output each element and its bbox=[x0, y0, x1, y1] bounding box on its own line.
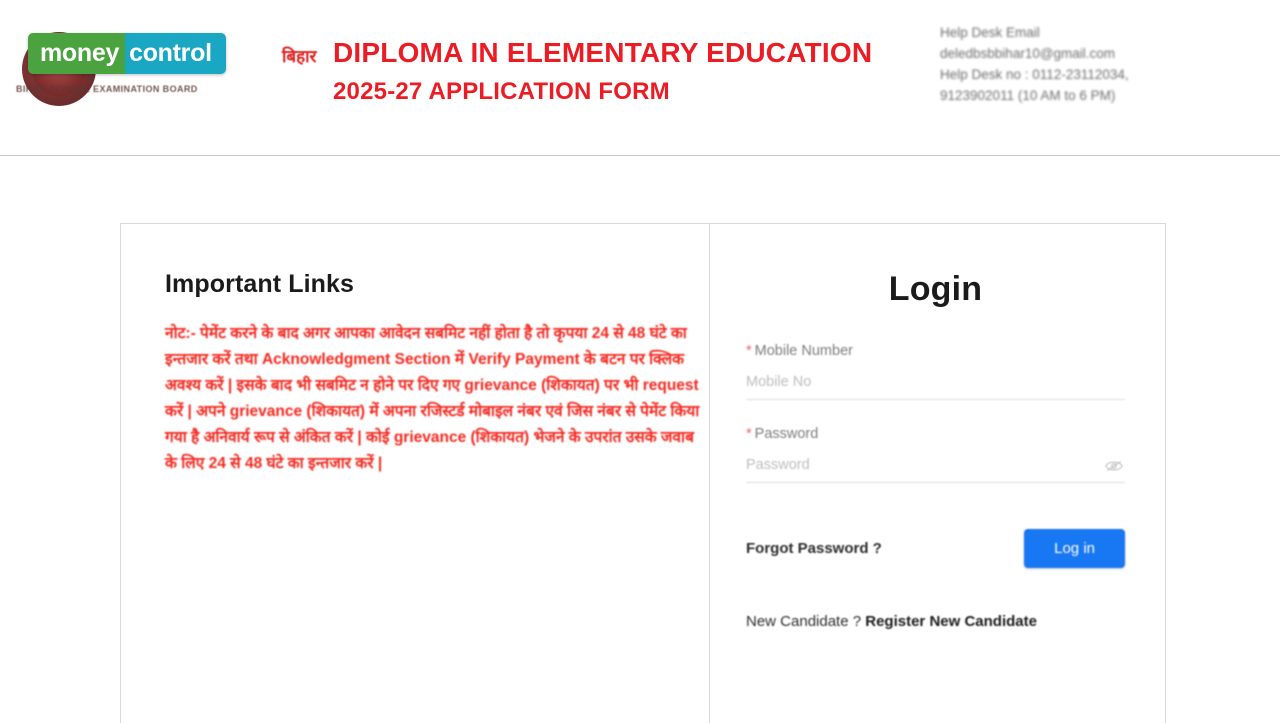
new-candidate-row bbox=[746, 613, 1125, 630]
login-actions-row bbox=[746, 529, 1125, 568]
password-label-text: Password bbox=[754, 426, 819, 442]
required-asterisk-icon: * bbox=[746, 426, 752, 442]
show-password-eye-icon[interactable] bbox=[1105, 459, 1123, 473]
emblem-caption: BIHAR SCHOOL EXAMINATION BOARD bbox=[16, 84, 198, 94]
help-desk-email-label: Help Desk Email bbox=[940, 25, 1040, 40]
important-links-title: Important Links bbox=[165, 270, 355, 298]
moneycontrol-watermark-logo bbox=[28, 33, 226, 74]
password-field-group bbox=[746, 426, 1125, 483]
page-header bbox=[0, 0, 1280, 156]
help-desk-email-value: deledbsbbihar10@gmail.com bbox=[940, 46, 1116, 61]
mobile-number-label-text: Mobile Number bbox=[754, 343, 853, 359]
header-title-line2: 2025-27 APPLICATION FORM bbox=[333, 78, 670, 105]
mobile-number-field-group bbox=[746, 343, 1125, 400]
login-title: Login bbox=[888, 270, 983, 308]
help-desk-info bbox=[940, 22, 1129, 106]
header-title-hindi: बिहार bbox=[282, 47, 317, 66]
help-desk-number-line1: Help Desk no : 0112-23112034, bbox=[940, 67, 1129, 82]
help-desk-number-line2: 9123902011 (10 AM to 6 PM) bbox=[940, 88, 1116, 103]
mobile-number-label bbox=[746, 343, 1125, 359]
header-title-line1: DIPLOMA IN ELEMENTARY EDUCATION bbox=[333, 37, 873, 68]
mobile-number-input[interactable] bbox=[746, 374, 1125, 400]
register-new-candidate-link[interactable]: Register New Candidate bbox=[865, 613, 1037, 630]
password-input[interactable] bbox=[746, 457, 1125, 483]
moneycontrol-logo-money: money bbox=[28, 33, 125, 74]
login-pane bbox=[710, 224, 1165, 723]
required-asterisk-icon: * bbox=[746, 343, 752, 359]
new-candidate-label: New Candidate ? bbox=[746, 613, 862, 630]
payment-notice-text: नोट:- पेमेंट करने के बाद अगर आपका आवेदन सबमिट नहीं होता है तो कृपया 24 से 48 घंटे का इन्तजार करें तथा Acknowledgment Section में Verify Payment के बटन पर क्लिक अवश्य करें | इसके बाद भी सबमिट न होने पर दिए गए grievance (शिकायत) पर भी request करें | अपने grievance (शिकायत) में अपना रजिस्टर्ड मोबाइल नंबर एवं जिस नंबर से पेमेंट किया गया है अनिवार्य रूप से अंकित करें | कोई grievance (शिकायत) भेजने के उपरांत उसके जवाब के लिए 24 से 48 घंटे का इन्तजार करें | bbox=[165, 325, 700, 472]
password-label bbox=[746, 426, 1125, 442]
login-button[interactable]: Log in bbox=[1024, 529, 1125, 568]
forgot-password-link[interactable]: Forgot Password ? bbox=[746, 540, 882, 557]
moneycontrol-logo-control: control bbox=[125, 33, 226, 74]
important-links-pane bbox=[121, 224, 710, 723]
main-card bbox=[120, 223, 1166, 723]
